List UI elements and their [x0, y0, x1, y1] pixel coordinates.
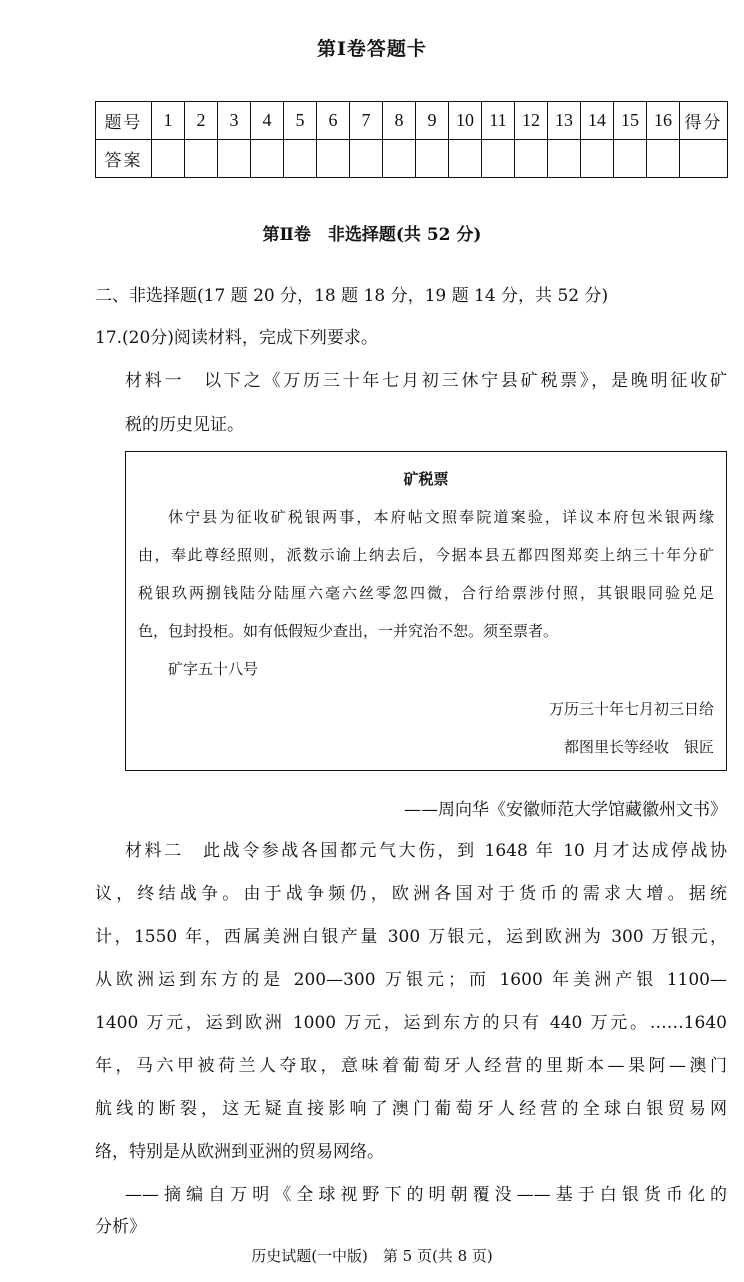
answer-sheet-table — [95, 101, 728, 178]
material2-line: 1400 万元，运到欧洲 1000 万元，运到东方的只有 440 万元。……1640 — [95, 1013, 727, 1033]
question-number-cell: 13 — [548, 102, 581, 140]
material2-line: 年，马六甲被荷兰人夺取，意味着葡萄牙人经营的里斯本—果阿—澳门 — [95, 1056, 727, 1076]
section2-title: 第Ⅱ卷 非选择题(共 52 分) — [262, 225, 482, 245]
ticket-signatories: 都图里长等经收 银匠 — [563, 738, 714, 756]
answer-cell[interactable] — [647, 140, 680, 178]
question-number-cell: 10 — [449, 102, 482, 140]
table-row-numbers — [96, 102, 728, 140]
answer-cell[interactable] — [152, 140, 185, 178]
material1-source: ——周向华《安徽师范大学馆藏徽州文书》 — [404, 800, 727, 820]
ticket-number: 矿字五十八号 — [168, 660, 259, 678]
row-label-answer: 答案 — [96, 140, 152, 178]
material1-line: 材料一 以下之《万历三十年七月初三休宁县矿税票》，是晚明征收矿 — [125, 371, 727, 391]
question-number-cell: 9 — [416, 102, 449, 140]
question-number-cell: 12 — [515, 102, 548, 140]
score-cell[interactable] — [680, 140, 728, 178]
answer-cell[interactable] — [218, 140, 251, 178]
question-number-cell: 7 — [350, 102, 383, 140]
answer-cell[interactable] — [449, 140, 482, 178]
material2-line: 从欧洲运到东方的是 200—300 万银元；而 1600 年美洲产银 1100— — [95, 970, 727, 990]
material2-line: 计，1550 年，西属美洲白银产量 300 万银元，运到欧洲为 300 万银元， — [95, 927, 727, 947]
answer-cell[interactable] — [416, 140, 449, 178]
answer-cell[interactable] — [284, 140, 317, 178]
question-number-cell: 4 — [251, 102, 284, 140]
section1-title: 第Ⅰ卷答题卡 — [317, 38, 427, 60]
question-number-cell: 6 — [317, 102, 350, 140]
ticket-line: 色，包封投柜。如有低假短少查出，一并究治不恕。须至票者。 — [138, 622, 559, 640]
question-number-cell: 1 — [152, 102, 185, 140]
answer-cell[interactable] — [350, 140, 383, 178]
question-number-cell: 16 — [647, 102, 680, 140]
material2-line: 航线的断裂，这无疑直接影响了澳门葡萄牙人经营的全球白银贸易网 — [95, 1099, 727, 1119]
answer-cell[interactable] — [482, 140, 515, 178]
answer-cell[interactable] — [515, 140, 548, 178]
row-label-question-number: 题号 — [96, 102, 152, 140]
question-number-cell: 14 — [581, 102, 614, 140]
question-number-cell: 2 — [185, 102, 218, 140]
question-number-cell: 15 — [614, 102, 647, 140]
material1-line: 税的历史见证。 — [125, 415, 244, 435]
answer-cell[interactable] — [383, 140, 416, 178]
answer-cell[interactable] — [581, 140, 614, 178]
ticket-date: 万历三十年七月初三日给 — [548, 700, 714, 718]
material2-line: 络，特别是从欧洲到亚洲的贸易网络。 — [95, 1142, 384, 1162]
question-17-prompt: 17.(20分)阅读材料，完成下列要求。 — [95, 328, 378, 348]
answer-cell[interactable] — [251, 140, 284, 178]
answer-cell[interactable] — [614, 140, 647, 178]
answer-cell[interactable] — [317, 140, 350, 178]
table-row-answers — [96, 140, 728, 178]
question-number-cell: 11 — [482, 102, 515, 140]
tax-ticket-box — [125, 451, 727, 771]
answer-cell[interactable] — [548, 140, 581, 178]
ticket-line: 由，奉此尊经照则，派数示谕上纳去后，今据本县五都四图郑奕上纳三十年分矿 — [138, 546, 714, 564]
score-label: 得分 — [680, 102, 728, 140]
part-heading: 二、非选择题(17 题 20 分，18 题 18 分，19 题 14 分，共 52 分) — [95, 286, 609, 306]
answer-cell[interactable] — [185, 140, 218, 178]
material2-line: 材料二 此战令参战各国都元气大伤，到 1648 年 10 月才达成停战协 — [125, 841, 727, 861]
question-number-cell: 3 — [218, 102, 251, 140]
ticket-line: 休宁县为征收矿税银两事，本府帖文照奉院道案验，详议本府包米银两缘 — [168, 508, 714, 526]
material2-source: ——摘编自万明《全球视野下的明朝覆没——基于白银货币化的 — [125, 1185, 727, 1205]
question-number-cell: 8 — [383, 102, 416, 140]
question-number-cell: 5 — [284, 102, 317, 140]
ticket-line: 税银玖两捌钱陆分陆厘六毫六丝零忽四微，合行给票涉付照，其银眼同验兑足 — [138, 584, 714, 602]
ticket-title: 矿税票 — [403, 470, 449, 488]
page-footer: 历史试题(一中版) 第 5 页(共 8 页) — [251, 1247, 493, 1265]
material2-source-cont: 分析》 — [95, 1217, 146, 1237]
material2-line: 议，终结战争。由于战争频仍，欧洲各国对于货币的需求大增。据统 — [95, 884, 727, 904]
